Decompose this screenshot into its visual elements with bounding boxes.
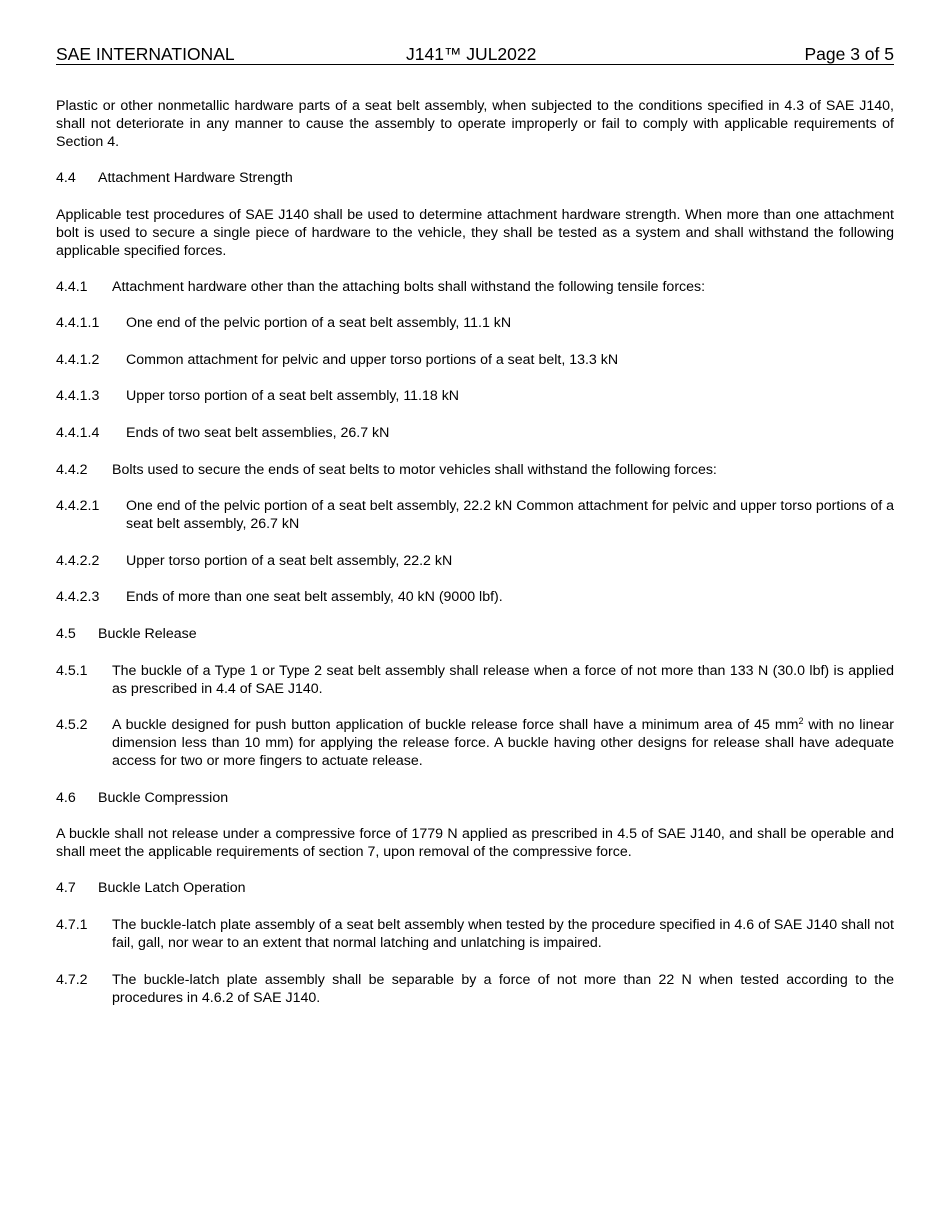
clause-text: The buckle-latch plate assembly shall be separable by a force of not more than 22 N when tested according to the procedures in 4.6.2 of SAE J140. bbox=[112, 971, 894, 1006]
intro-paragraph: Plastic or other nonmetallic hardware parts of a seat belt assembly, when subjected to the conditions specified in 4.3 of SAE J140, shall not deteriorate in any manner to cause the assembly to operate improperly or fail to comply with applicable requirements of Section 4. bbox=[56, 98, 894, 150]
clause-number: 4.4.1 bbox=[56, 278, 88, 295]
clause-text bbox=[112, 716, 894, 770]
clause-4-4-1-3 bbox=[56, 387, 894, 405]
section-title: Buckle Latch Operation bbox=[98, 880, 246, 897]
section-title: Attachment Hardware Strength bbox=[98, 170, 293, 186]
clause-4-4-2 bbox=[56, 461, 894, 479]
clause-text-part-a: A buckle designed for push button application of buckle release force shall have a minimum area of 45 mm bbox=[112, 717, 799, 734]
clause-number: 4.4.1.2 bbox=[56, 351, 100, 368]
clause-text: Common attachment for pelvic and upper torso portions of a seat belt, 13.3 kN bbox=[126, 351, 619, 368]
clause-text: Bolts used to secure the ends of seat belts to motor vehicles shall withstand the following forces: bbox=[112, 461, 717, 478]
section-4-4-paragraph: Applicable test procedures of SAE J140 shall be used to determine attachment hardware strength. When more than one attachment bolt is used to secure a single piece of hardware to the vehicle, they shall be tested as a system and shall withstand the following applicable specified forces. bbox=[56, 206, 894, 259]
clause-number: 4.4.1.4 bbox=[56, 424, 100, 441]
clause-4-5-1 bbox=[56, 662, 894, 698]
clause-number: 4.5.2 bbox=[56, 717, 88, 734]
section-heading-4-6 bbox=[56, 789, 894, 807]
section-title: Buckle Compression bbox=[98, 789, 229, 806]
page-header bbox=[56, 44, 894, 65]
document-id: J141™ JUL2022 bbox=[406, 44, 537, 64]
clause-number: 4.4.1.3 bbox=[56, 388, 100, 405]
publisher-name: SAE INTERNATIONAL bbox=[56, 44, 235, 64]
clause-4-4-1-1 bbox=[56, 314, 894, 332]
clause-text: The buckle of a Type 1 or Type 2 seat belt assembly shall release when a force of not more than 133 N (30.0 lbf) is applied as prescribed in 4.4 of SAE J140. bbox=[112, 662, 894, 697]
clause-number: 4.5.1 bbox=[56, 662, 88, 679]
clause-4-4-2-3 bbox=[56, 588, 894, 606]
clause-4-4-2-1 bbox=[56, 497, 894, 533]
section-number: 4.6 bbox=[56, 789, 76, 806]
clause-text-part-b: with no linear dimension less than 10 mm) for applying the release force. A buckle having other designs for release shall have adequate access for two or more fingers to actuate release. bbox=[112, 717, 894, 770]
clause-4-4-1 bbox=[56, 278, 894, 296]
clause-text: Upper torso portion of a seat belt assembly, 11.18 kN bbox=[126, 388, 460, 405]
clause-number: 4.4.2 bbox=[56, 461, 88, 478]
section-4-6-paragraph: A buckle shall not release under a compressive force of 1779 N applied as prescribed in 4.5 of SAE J140, and shall be operable and shall meet the applicable requirements of section 7, upon removal of the compressive force. bbox=[56, 826, 894, 861]
clause-text: One end of the pelvic portion of a seat belt assembly, 22.2 kN Common attachment for pelvic and upper torso portions of a seat belt assembly, 26.7 kN bbox=[126, 498, 894, 533]
clause-4-4-1-4 bbox=[56, 424, 894, 442]
clause-number: 4.7.1 bbox=[56, 916, 88, 933]
section-title: Buckle Release bbox=[98, 625, 197, 642]
clause-number: 4.4.2.2 bbox=[56, 552, 100, 569]
section-number: 4.5 bbox=[56, 625, 76, 642]
section-heading-4-5 bbox=[56, 625, 894, 643]
clause-text: Ends of more than one seat belt assembly, 40 kN (9000 lbf). bbox=[126, 589, 503, 606]
clause-4-4-2-2 bbox=[56, 552, 894, 570]
clause-number: 4.4.2.1 bbox=[56, 498, 100, 515]
clause-text: One end of the pelvic portion of a seat belt assembly, 11.1 kN bbox=[126, 315, 512, 332]
clause-number: 4.4.2.3 bbox=[56, 589, 100, 606]
clause-text: Ends of two seat belt assemblies, 26.7 kN bbox=[126, 424, 390, 441]
clause-number: 4.4.1.1 bbox=[56, 315, 100, 332]
section-heading-4-7 bbox=[56, 879, 894, 897]
page-number: Page 3 of 5 bbox=[804, 44, 894, 64]
clause-4-7-1 bbox=[56, 916, 894, 952]
clause-text: Attachment hardware other than the attaching bolts shall withstand the following tensile forces: bbox=[112, 278, 706, 295]
document-body bbox=[56, 97, 894, 1025]
clause-text: Upper torso portion of a seat belt assembly, 22.2 kN bbox=[126, 552, 453, 569]
clause-4-7-2 bbox=[56, 971, 894, 1007]
clause-number: 4.7.2 bbox=[56, 971, 88, 988]
section-number: 4.4 bbox=[56, 170, 76, 186]
clause-text: The buckle-latch plate assembly of a seat belt assembly when tested by the procedure specified in 4.6 of SAE J140 shall not fail, gall, nor wear to an extent that normal latching and unlatching is impaired. bbox=[112, 916, 894, 951]
section-number: 4.7 bbox=[56, 880, 76, 897]
clause-4-4-1-2 bbox=[56, 351, 894, 369]
section-heading-4-4 bbox=[56, 169, 894, 187]
superscript-squared: 2 bbox=[798, 716, 804, 727]
clause-4-5-2 bbox=[56, 716, 894, 770]
